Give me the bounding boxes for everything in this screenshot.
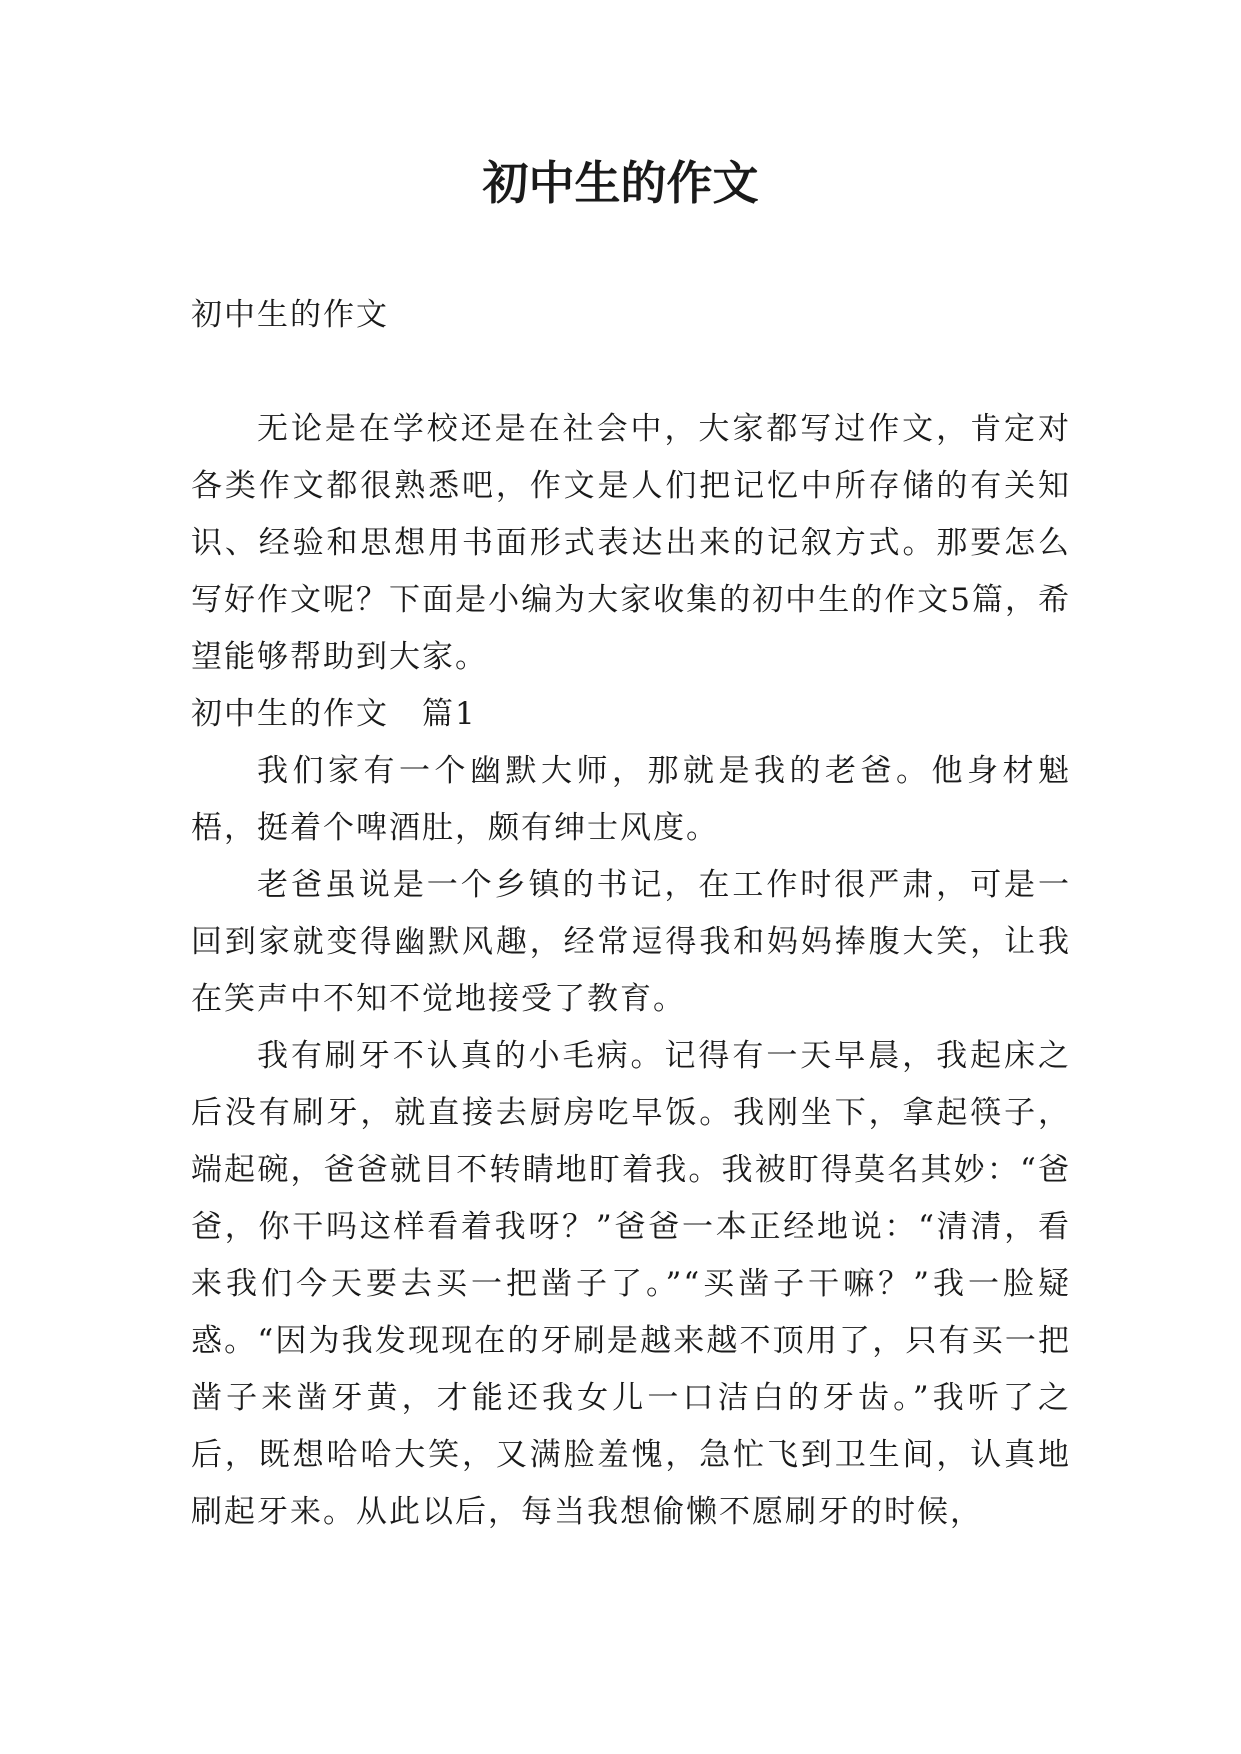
- section-heading: 初中生的作文 篇1: [191, 696, 477, 732]
- document-title: 初中生的作文: [482, 156, 759, 210]
- document-subtitle: 初中生的作文: [191, 297, 389, 333]
- intro-paragraph: 无论是在学校还是在社会中，大家都写过作文，肯定对各类作文都很熟悉吧，作文是人们把记忆中所存储的有关知识、经验和思想用书面形式表达出来的记叙方式。那要怎么写好作文呢？下面是小编为大家收集的初中生的作文5篇，希望能够帮助到大家。: [191, 411, 1071, 675]
- body-paragraph: 我们家有一个幽默大师，那就是我的老爸。他身材魁梧，挺着个啤酒肚，颇有绅士风度。: [191, 753, 1071, 846]
- body-paragraph: 老爸虽说是一个乡镇的书记，在工作时很严肃，可是一回到家就变得幽默风趣，经常逗得我和妈妈捧腹大笑，让我在笑声中不知不觉地接受了教育。: [191, 867, 1071, 1017]
- body-paragraph: 我有刷牙不认真的小毛病。记得有一天早晨，我起床之后没有刷牙，就直接去厨房吃早饭。我刚坐下，拿起筷子，端起碗，爸爸就目不转睛地盯着我。我被盯得莫名其妙：“爸爸，你干吗这样看着我呀？”爸爸一本正经地说：“清清，看来我们今天要去买一把凿子了。”“买凿子干嘛？”我一脸疑惑。“因为我发现现在的牙刷是越来越不顶用了，只有买一把凿子来凿牙黄，才能还我女儿一口洁白的牙齿。”我听了之后，既想哈哈大笑，又满脸羞愧，急忙飞到卫生间，认真地刷起牙来。从此以后，每当我想偷懒不愿刷牙的时候，: [191, 1038, 1071, 1530]
- document-body: [191, 287, 1071, 1541]
